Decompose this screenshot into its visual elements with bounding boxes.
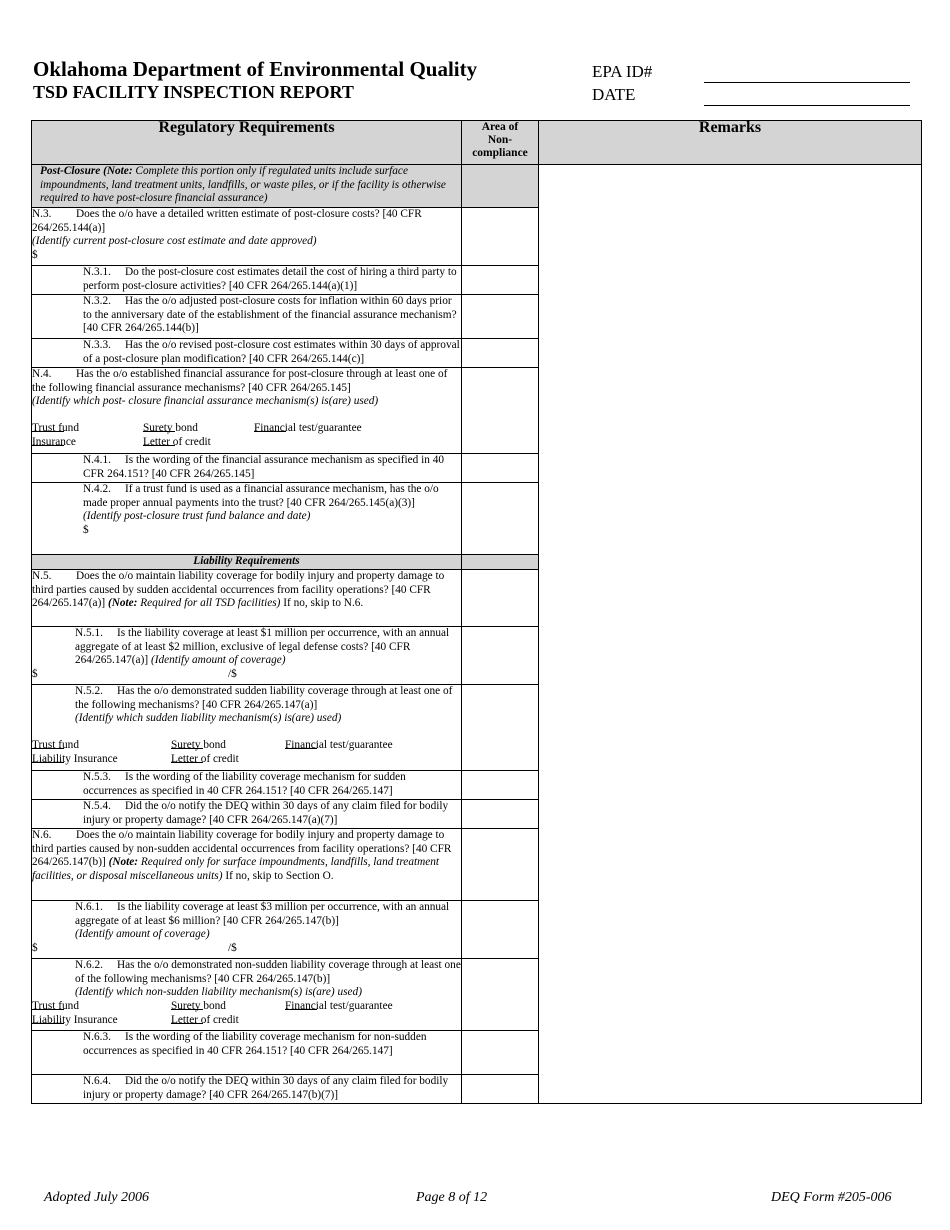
- item-number: N.4.: [32, 368, 52, 380]
- col-remarks-header: Remarks: [539, 121, 922, 165]
- col-area-line2: Non-: [487, 134, 513, 146]
- item-number: N.5.4.: [83, 800, 111, 812]
- remarks-column[interactable]: [539, 165, 922, 1104]
- dollar-field[interactable]: $: [32, 248, 38, 261]
- item-n41: [32, 454, 462, 483]
- option-trust-fund: Trust fund: [32, 421, 79, 434]
- item-n63: [32, 1031, 462, 1075]
- item-n5: [32, 570, 462, 627]
- mechanism-options: [32, 739, 461, 769]
- epa-id-label: EPA ID#: [592, 62, 653, 81]
- item-text: Has the o/o revised post-closure cost estimates within 30 days of approval of a post-closure plan modification? [40 CFR 264/265.144(c)]: [83, 339, 460, 365]
- item-tail: If no, skip to Section O.: [225, 869, 334, 882]
- item-number: N.3.3.: [83, 339, 111, 351]
- report-title: TSD FACILITY INSPECTION REPORT: [33, 82, 354, 102]
- item-text: Does the o/o maintain liability coverage for bodily injury and property damage to third parties caused by sudden accidental occurrences from facility operations? [40 CFR 264/265.147(a)]: [32, 570, 445, 610]
- item-note: Required for all TSD facilities): [140, 597, 281, 610]
- item-n52: [32, 685, 462, 771]
- item-hint: (Identify which non-sudden liability mechanism(s) is(are) used): [75, 986, 362, 999]
- option-liability-insurance: Liability Insurance: [32, 752, 118, 765]
- item-n54: [32, 800, 462, 829]
- area-cell[interactable]: [462, 208, 539, 266]
- item-text: If a trust fund is used as a financial assurance mechanism, has the o/o made proper annual payments into the trust? [40 CFR 264/265.145(a)(3)]: [83, 483, 439, 509]
- item-number: N.3.1.: [83, 266, 111, 278]
- epa-id-field[interactable]: [704, 65, 910, 83]
- item-n51: [32, 627, 462, 685]
- option-letter-of-credit: Letter of credit: [143, 435, 211, 448]
- mechanism-options: [32, 1000, 461, 1030]
- item-hint: (Identify current post-closure cost estimate and date approved): [32, 235, 317, 248]
- item-text: Has the o/o adjusted post-closure costs for inflation within 60 days prior to the anniversary date of the establishment of the financial assurance mechanism? [40 CFR 264/265.144(b)]: [83, 295, 457, 335]
- option-surety-bond: Surety bond: [143, 421, 198, 434]
- item-number: N.6.4.: [83, 1075, 111, 1087]
- option-letter-of-credit: Letter of credit: [171, 752, 239, 765]
- option-trust-fund: Trust fund: [32, 738, 79, 751]
- item-text: Has the o/o established financial assurance for post-closure through at least one of the following financial assurance mechanisms? [40 CFR 264/265.145]: [32, 368, 448, 394]
- item-n61: [32, 901, 462, 959]
- mechanism-options: [32, 422, 461, 452]
- item-number: N.5.3.: [83, 771, 111, 783]
- item-hint: (Identify amount of coverage): [75, 928, 210, 941]
- option-insurance: Insurance: [32, 435, 76, 448]
- area-cell[interactable]: [462, 165, 539, 208]
- item-number: N.3.: [32, 208, 52, 220]
- option-financial-test: Financial test/guarantee: [285, 999, 393, 1012]
- area-cell[interactable]: [462, 1075, 539, 1104]
- postclosure-title: Post-Closure: [40, 165, 101, 177]
- area-cell[interactable]: [462, 555, 539, 570]
- item-text: Is the wording of the financial assurance mechanism as specified in 40 CFR 264.151? [40 CFR 264/265.145]: [83, 454, 445, 480]
- item-text: Has the o/o demonstrated sudden liability coverage through at least one of the following mechanisms? [40 CFR 264/265.147(a)]: [75, 685, 453, 711]
- item-n62: [32, 959, 462, 1031]
- item-text: Did the o/o notify the DEQ within 30 days of any claim filed for bodily injury or property damage? [40 CFR 264/265.147(b)(7)]: [83, 1075, 449, 1101]
- item-number: N.6.3.: [83, 1031, 111, 1043]
- item-note: Required only for surface impoundments, landfills, land treatment facilities, or disposal miscellaneous units): [32, 856, 440, 882]
- option-financial-test: Financial test/guarantee: [285, 738, 393, 751]
- item-number: N.6.: [32, 829, 52, 841]
- option-trust-fund: Trust fund: [32, 999, 79, 1012]
- postclosure-note: Complete this portion only if regulated units include surface impoundments, land treatment units, landfills, or waste piles, or if the facility is otherwise required to have post-closure financial assurance): [40, 165, 446, 205]
- area-cell[interactable]: [462, 295, 539, 339]
- aggregate-field[interactable]: /$: [228, 941, 237, 954]
- item-n33: [32, 339, 462, 368]
- item-number: N.5.1.: [75, 627, 103, 639]
- col-area-line3: compliance: [472, 147, 528, 159]
- item-text: Did the o/o notify the DEQ within 30 days of any claim filed for bodily injury or property damage? [40 CFR 264/265.147(a)(7)]: [83, 800, 449, 826]
- col-requirements-header: Regulatory Requirements: [32, 121, 462, 165]
- footer-adopted: Adopted July 2006: [44, 1190, 149, 1205]
- note-label: (Note:: [103, 165, 133, 177]
- area-cell[interactable]: [462, 800, 539, 829]
- aggregate-field[interactable]: /$: [228, 667, 237, 680]
- option-financial-test: Financial test/guarantee: [254, 421, 362, 434]
- area-cell[interactable]: [462, 570, 539, 627]
- item-text: Is the wording of the liability coverage mechanism for sudden occurrences as specified in 40 CFR 264.151? [40 CFR 264/265.147]: [83, 771, 406, 797]
- item-number: N.3.2.: [83, 295, 111, 307]
- option-surety-bond: Surety bond: [171, 999, 226, 1012]
- item-n3: [32, 208, 462, 266]
- area-cell[interactable]: [462, 685, 539, 771]
- area-cell[interactable]: [462, 829, 539, 901]
- area-cell[interactable]: [462, 454, 539, 483]
- item-text: Is the wording of the liability coverage mechanism for non-sudden occurrences as specified in 40 CFR 264.151? [40 CFR 264/265.147]: [83, 1031, 427, 1057]
- item-hint: (Identify which post- closure financial assurance mechanism(s) is(are) used): [32, 395, 379, 408]
- item-hint: (Identify post-closure trust fund balance and date): [83, 510, 311, 523]
- id-date-block: [592, 60, 910, 106]
- item-text: Does the o/o have a detailed written estimate of post-closure costs? [40 CFR 264/265.144(a)]: [32, 208, 422, 234]
- date-field[interactable]: [704, 88, 910, 106]
- item-n42: [32, 483, 462, 555]
- inspection-table: [31, 120, 922, 1104]
- item-tail: If no, skip to N.6.: [283, 597, 364, 610]
- item-text: Is the liability coverage at least $3 million per occurrence, with an annual aggregate of at least $6 million? [40 CFR 264/265.147(b)]: [75, 901, 450, 927]
- item-text: Do the post-closure cost estimates detail the cost of hiring a third party to perform post-closure activities? [40 CFR 264/265.144(a)(1)]: [83, 266, 457, 292]
- item-number: N.5.: [32, 570, 52, 582]
- postclosure-intro: [32, 165, 462, 208]
- area-cell[interactable]: [462, 959, 539, 1031]
- option-liability-insurance: Liability Insurance: [32, 1013, 118, 1026]
- col-area-header: [462, 121, 539, 165]
- area-cell[interactable]: [462, 627, 539, 685]
- agency-title: Oklahoma Department of Environmental Quality: [33, 57, 478, 81]
- area-cell[interactable]: [462, 771, 539, 800]
- area-cell[interactable]: [462, 339, 539, 368]
- item-number: N.5.2.: [75, 685, 103, 697]
- table-header-row: [32, 121, 922, 165]
- item-n31: [32, 266, 462, 295]
- item-number: N.6.2.: [75, 959, 103, 971]
- item-n53: [32, 771, 462, 800]
- item-hint: (Identify which sudden liability mechanism(s) is(are) used): [75, 712, 342, 725]
- item-hint: (Identify amount of coverage): [150, 654, 286, 667]
- item-n4: [32, 368, 462, 454]
- dollar-field[interactable]: $: [83, 523, 89, 536]
- per-occurrence-field[interactable]: $: [32, 941, 38, 954]
- table-row: [32, 165, 922, 208]
- item-n6: [32, 829, 462, 901]
- note-label: (Note:: [107, 597, 138, 610]
- area-cell[interactable]: [462, 368, 539, 454]
- item-text: Does the o/o maintain liability coverage for bodily injury and property damage to third parties caused by non-sudden accidental occurrences from facility operations? [40 CFR 264/265.147(b)]: [32, 829, 452, 869]
- item-n64: [32, 1075, 462, 1104]
- option-letter-of-credit: Letter of credit: [171, 1013, 239, 1026]
- per-occurrence-field[interactable]: $: [32, 667, 38, 680]
- report-header: [33, 58, 477, 103]
- item-number: N.4.2.: [83, 483, 111, 495]
- footer-form-number: DEQ Form #205-006: [771, 1190, 892, 1205]
- date-label: DATE: [592, 85, 636, 104]
- area-cell[interactable]: [462, 266, 539, 295]
- note-label: (Note:: [108, 856, 139, 869]
- item-number: N.6.1.: [75, 901, 103, 913]
- col-area-line1: Area of: [481, 121, 519, 133]
- item-text: Is the liability coverage at least $1 million per occurrence, with an annual aggregate of at least $2 million, exclusive of legal defense costs? [40 CFR 264/265.147(a)]: [75, 627, 450, 667]
- footer-page-number: Page 8 of 12: [416, 1190, 488, 1205]
- option-surety-bond: Surety bond: [171, 738, 226, 751]
- item-n32: [32, 295, 462, 339]
- area-cell[interactable]: [462, 901, 539, 959]
- area-cell[interactable]: [462, 1031, 539, 1075]
- item-text: Has the o/o demonstrated non-sudden liability coverage through at least one of the following mechanisms? [40 CFR 264/265.147(b)]: [75, 959, 461, 985]
- area-cell[interactable]: [462, 483, 539, 555]
- liability-section-header: Liability Requirements: [32, 555, 462, 570]
- item-number: N.4.1.: [83, 454, 111, 466]
